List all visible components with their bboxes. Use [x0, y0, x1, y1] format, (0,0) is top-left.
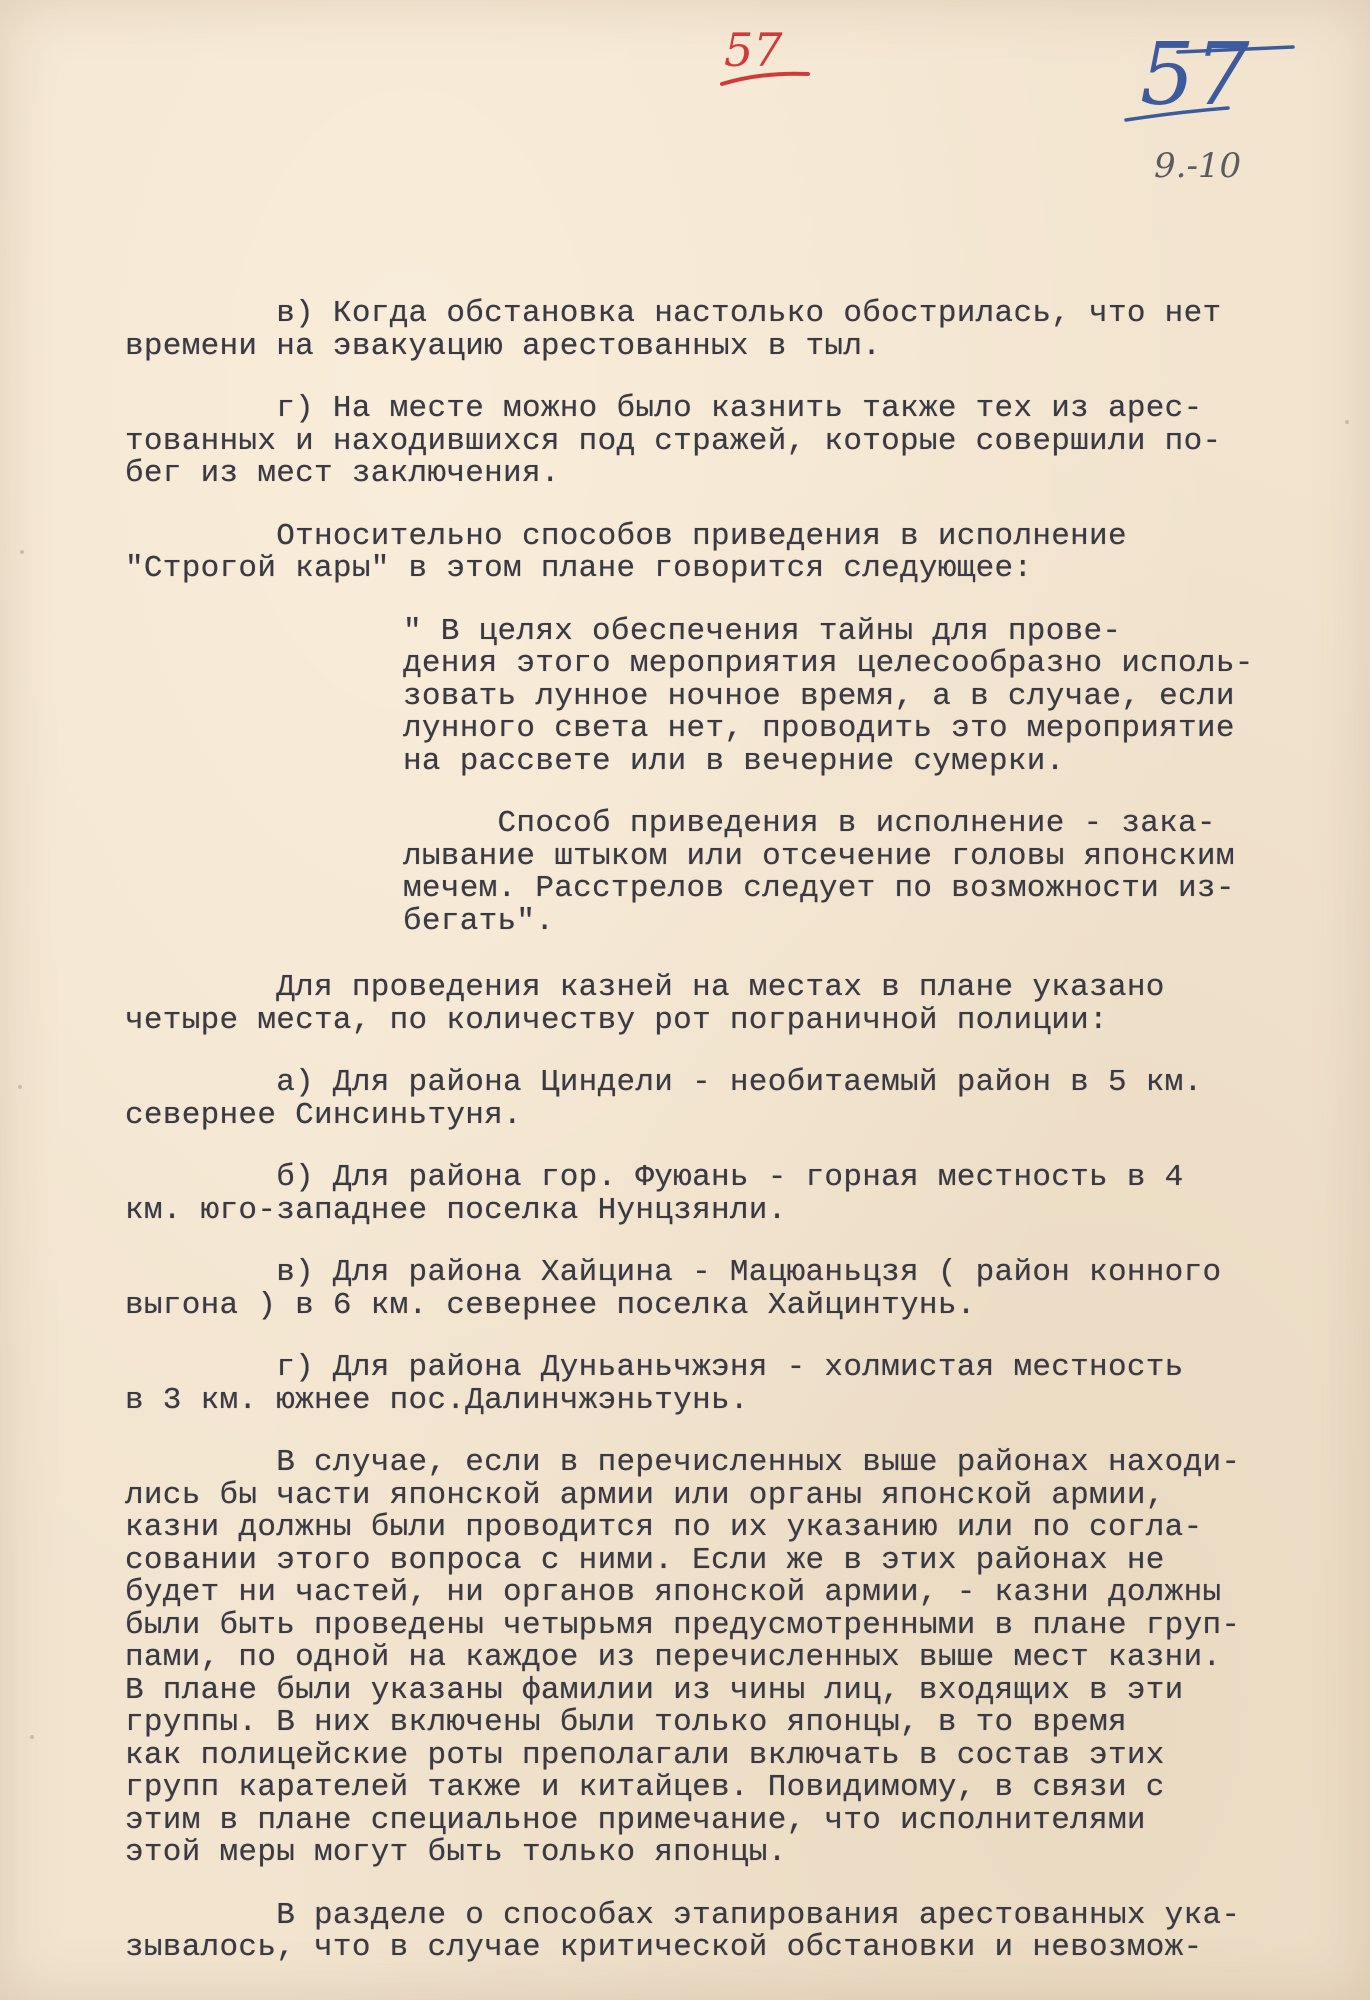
blue-page-number [1118, 12, 1308, 127]
list-item-b: б) Для района гор. Фуюань - горная местность в 4 км. юго-западнее поселка Нунцзянли. [125, 1160, 1184, 1228]
paragraph-evacuation: в) Когда обстановка настолько обострилась, что нет времени на эвакуацию арестованных в тыл. [125, 296, 1222, 364]
quote-secrecy: " В целях обеспечения тайны для прове- дения этого мероприятия целесообразно исполь- зовать лунное ночное время, а в случае, если лунного света нет, проводить это мероприятие на рассвете или в вечерние сумерки. [403, 613, 1254, 779]
pencil-page-range [1150, 135, 1310, 235]
red-page-number-text: 57 [724, 23, 783, 77]
quote-execution-method: Способ приведения в исполнение - зака- лывание штыком или отсечение головы японским мечем. Расстрелов следует по возможности из- бегать". [403, 806, 1235, 939]
paragraph-execution-places: Для проведения казней на местах в плане указано четыре места, по количеству рот пограничной полиции: [125, 970, 1165, 1038]
document-body [125, 298, 1355, 1965]
paragraph-transport-section: В разделе о способах этапирования арестованных ука- зывалось, что в случае критической обстановки и невозмож- [125, 1897, 1241, 1965]
list-item-v: в) Для района Хайцина - Мацюаньцзя ( район конного выгона ) в 6 км. севернее поселка Хайцинтунь. [125, 1255, 1222, 1323]
blue-page-number-text: 57 [1140, 25, 1250, 125]
paragraph-escapees: г) На месте можно было казнить также тех из арес- тованных и находившихся под стражей, которые совершили по- бег из мест заключения. [125, 391, 1222, 491]
list-item-g: г) Для района Дуньаньчжэня - холмистая местность в 3 км. южнее пос.Далинчжэньтунь. [125, 1350, 1184, 1418]
paragraph-methods-intro: Относительно способов приведения в исполнение "Строгой кары" в этом плане говорится следующее: [125, 518, 1127, 586]
pencil-page-range-text: 9.-10 [1154, 146, 1242, 186]
list-item-a: а) Для района Циндели - необитаемый район в 5 км. севернее Синсиньтуня. [125, 1065, 1203, 1133]
red-page-number [716, 14, 816, 100]
paragraph-army-groups: В случае, если в перечисленных выше районах находи- лись бы части японской армии или органы японской армии, казни должны были проводится по их указанию или по согла- совании этого вопроса с ними. Если же в этих районах не будет ни частей, ни органов японской армии, - казни должны были быть проведены четырьмя предусмотренными в плане груп- пами, по одной на каждое из перечисленных выше мест казни. В плане были указаны фамилии из чины лиц, входящих в эти группы. В них включены были только японцы, в то время как полицейские роты преполагали включать в состав этих групп карателей также и китайцев. Повидимому, в связи с этим в плане специальное примечание, что исполнителями этой меры могут быть только японцы. [125, 1445, 1241, 1870]
